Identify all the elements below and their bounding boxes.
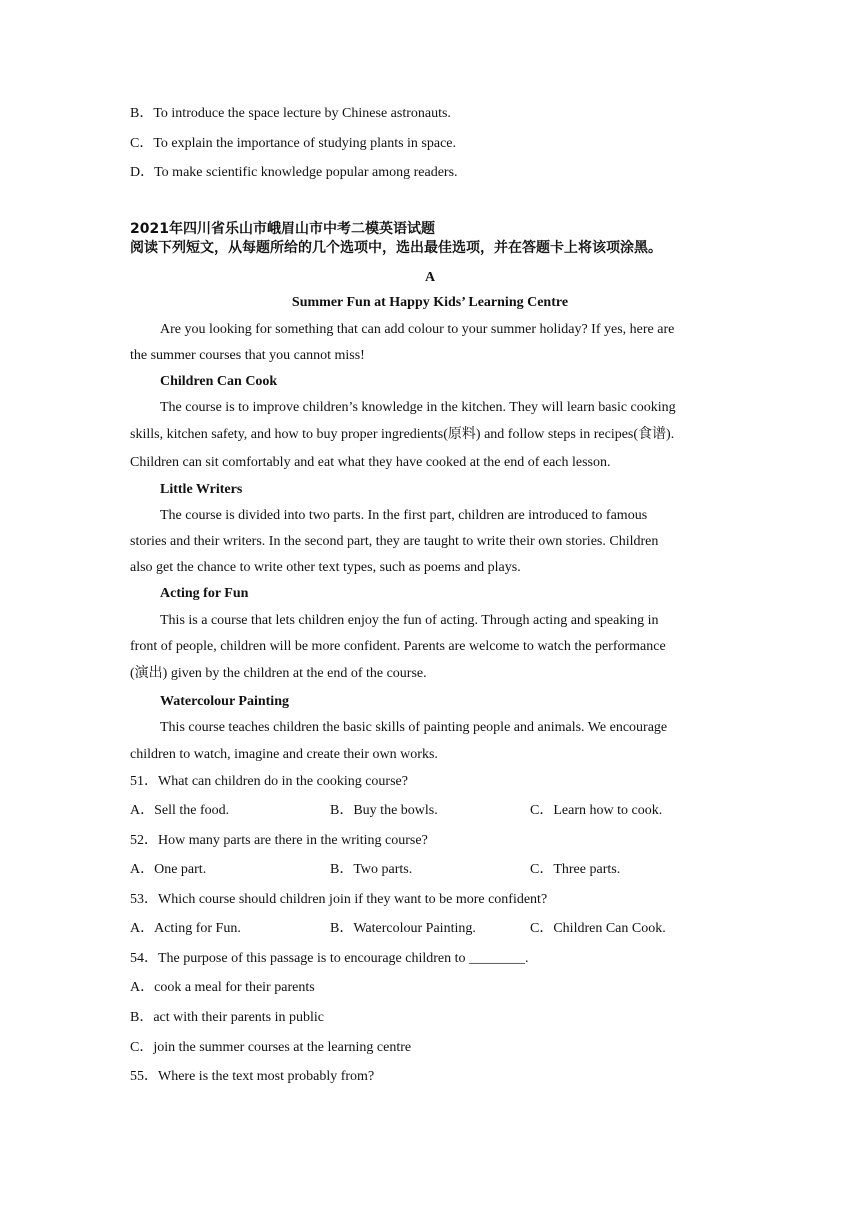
question-51-option-c: C．Learn how to cook. xyxy=(530,803,663,818)
question-54-option-b: B．act with their parents in public xyxy=(130,1010,325,1025)
section-heading-cooking: Children Can Cook xyxy=(160,374,278,389)
question-55-stem: 55．Where is the text most probably from? xyxy=(130,1069,375,1084)
section-line: stories and their writers. In the second part, they are taught to write their own stories. Children xyxy=(130,534,659,549)
question-53-option-c: C．Children Can Cook. xyxy=(530,921,666,936)
section-line: skills, kitchen safety, and how to buy proper ingredients(原料) and follow steps in recipes(食谱). xyxy=(130,427,675,442)
prev-option-c: C．To explain the importance of studying plants in space. xyxy=(130,136,457,151)
question-54-stem: 54．The purpose of this passage is to encourage children to ________. xyxy=(130,951,529,966)
passage-letter: A xyxy=(424,270,436,285)
section-heading-acting: Acting for Fun xyxy=(160,586,249,601)
question-53-stem: 53．Which course should children join if they want to be more confident? xyxy=(130,892,548,907)
intro-line: the summer courses that you cannot miss! xyxy=(130,348,365,363)
question-53-option-b: B．Watercolour Painting. xyxy=(330,921,476,936)
section-heading-writers: Little Writers xyxy=(160,482,243,497)
prev-option-b: B．To introduce the space lecture by Chinese astronauts. xyxy=(130,106,451,121)
section-line: This is a course that lets children enjoy the fun of acting. Through acting and speaking in xyxy=(160,613,659,628)
passage-title: Summer Fun at Happy Kids’ Learning Centre xyxy=(291,295,569,310)
section-line: front of people, children will be more confident. Parents are welcome to watch the performance xyxy=(130,639,666,654)
question-51-stem: 51．What can children do in the cooking course? xyxy=(130,774,408,789)
section-line: children to watch, imagine and create their own works. xyxy=(130,747,438,762)
question-51-option-a: A．Sell the food. xyxy=(130,803,230,818)
section-line: This course teaches children the basic skills of painting people and animals. We encourage xyxy=(160,720,668,735)
section-line: The course is to improve children’s knowledge in the kitchen. They will learn basic cooking xyxy=(160,400,676,415)
section-line: (演出) given by the children at the end of the course. xyxy=(130,666,427,681)
prev-option-d: D．To make scientific knowledge popular among readers. xyxy=(130,165,458,180)
exam-title: 2021年四川省乐山市峨眉山市中考二模英语试题 xyxy=(130,221,435,237)
question-52-stem: 52．How many parts are there in the writing course? xyxy=(130,833,428,848)
section-line: Children can sit comfortably and eat what they have cooked at the end of each lesson. xyxy=(130,455,611,470)
question-52-option-a: A．One part. xyxy=(130,862,207,877)
question-52-option-c: C．Three parts. xyxy=(530,862,621,877)
question-54-option-c: C．join the summer courses at the learning centre xyxy=(130,1040,412,1055)
question-51-option-b: B．Buy the bowls. xyxy=(330,803,438,818)
section-line: The course is divided into two parts. In the first part, children are introduced to famous xyxy=(160,508,648,523)
question-54-option-a: A．cook a meal for their parents xyxy=(130,980,315,995)
question-53-option-a: A．Acting for Fun. xyxy=(130,921,241,936)
section-heading-painting: Watercolour Painting xyxy=(160,694,289,709)
exam-instruction: 阅读下列短文，从每题所给的几个选项中，选出最佳选项，并在答题卡上将该项涂黑。 xyxy=(130,240,662,256)
section-line: also get the chance to write other text types, such as poems and plays. xyxy=(130,560,521,575)
question-52-option-b: B．Two parts. xyxy=(330,862,413,877)
intro-line: Are you looking for something that can add colour to your summer holiday? If yes, here are xyxy=(160,322,675,337)
